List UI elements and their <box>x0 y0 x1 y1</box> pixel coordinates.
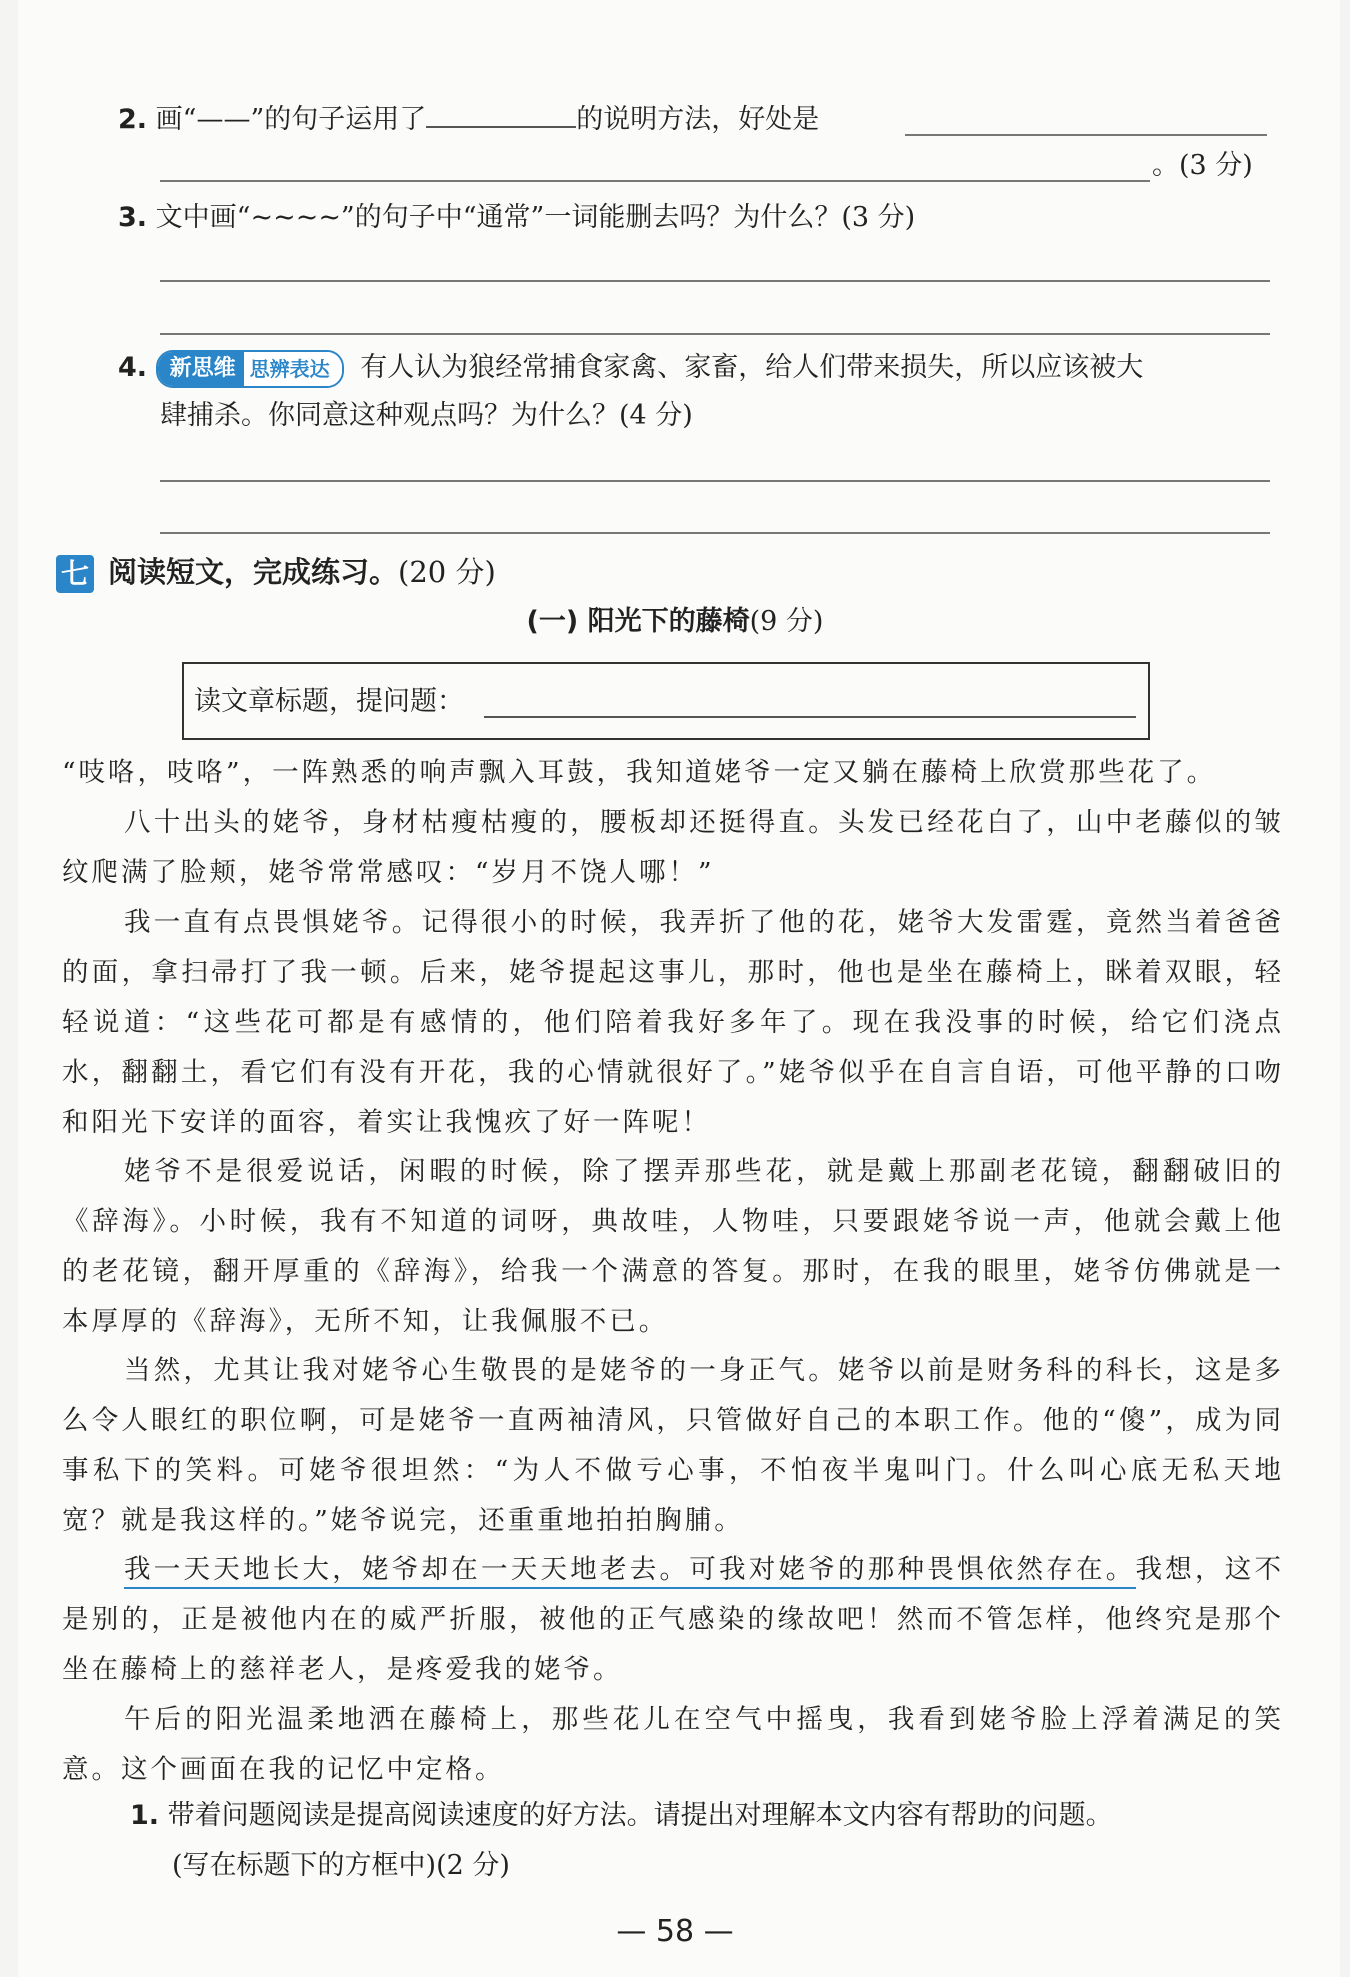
badge-label: 新思维 <box>158 352 244 386</box>
question-text: 文中画“~~~~”的句子中“通常”一词能删去吗？为什么？(3 分) <box>155 202 916 233</box>
passage-paragraph-4: 姥爷不是很爱说话，闲暇的时候，除了摆弄那些花，就是戴上那副老花镜，翻翻破旧的《辞海》。小时候，我有不知道的词呀，典故哇，人物哇，只要跟姥爷说一声，他就会戴上他的老花镜，翻开厚重的《辞海》，给我一个满意的答复。那时，在我的眼里，姥爷仿佛就是一本厚厚的《辞海》，无所不知，让我佩服不已。 <box>62 1156 1284 1337</box>
question-text: 画“——”的句子运用了 <box>155 104 427 135</box>
passage-paragraph-3: 我一直有点畏惧姥爷。记得很小的时候，我弄折了他的花，姥爷大发雷霆，竟然当着爸爸的面，拿扫帚打了我一顿。后来，姥爷提起这事儿，那时，他也是坐在藤椅上，眯着双眼，轻轻说道：“这些花可都是有感情的，他们陪着我好多年了。现在我没事的时候，给它们浇点水，翻翻土，看它们有没有开花，我的心情就很好了。”姥爷似乎在自言自语，可他平静的口吻和阳光下安详的面容，着实让我愧疚了好一阵呢！ <box>62 907 1284 1138</box>
passage-points: (9 分) <box>749 606 824 637</box>
question-4 <box>118 348 1143 388</box>
badge-sublabel: 思辨表达 <box>244 352 342 386</box>
question-box <box>182 662 1150 740</box>
box-label: 读文章标题，提问题： <box>194 686 464 717</box>
question-number: 4. <box>118 352 148 383</box>
passage-paragraph-1: “吱咯，吱咯”，一阵熟悉的响声飘入耳鼓，我知道姥爷一定又躺在藤椅上欣赏那些花了。 <box>62 757 1217 788</box>
passage-paragraph-7: 午后的阳光温柔地洒在藤椅上，那些花儿在空气中摇曳，我看到姥爷脸上浮着满足的笑意。这个画面在我的记忆中定格。 <box>62 1704 1284 1785</box>
question-number: 2. <box>118 104 148 135</box>
question-text: 肆捕杀。你同意这种观点吗？为什么？(4 分) <box>160 400 693 431</box>
section-number-icon: 七 <box>56 555 94 593</box>
passage-paragraph-2: 八十出头的姥爷，身材枯瘦枯瘦的，腰板却还挺得直。头发已经花白了，山中老藤似的皱纹爬满了脸颊，姥爷常常感叹：“岁月不饶人哪！” <box>62 807 1284 888</box>
passage-title <box>0 602 1350 642</box>
answer-blank[interactable] <box>426 98 576 128</box>
question-3 <box>118 198 915 238</box>
passage-paragraph-5: 当然，尤其让我对姥爷心生敬畏的是姥爷的一身正气。姥爷以前是财务科的科长，这是多么令人眼红的职位啊，可是姥爷一直两袖清风，只管做好自己的本职工作。他的“傻”，成为同事私下的笑料。可姥爷很坦然：“为人不做亏心事，不怕夜半鬼叫门。什么叫心底无私天地宽？就是我这样的。”姥爷说完，还重重地拍拍胸脯。 <box>62 1355 1284 1536</box>
question-1 <box>130 1796 1113 1836</box>
paragraph-text: 我想，这不是别的，正是被他内在的威严折服，被他的正气感染的缘故吧！然而不管怎样，他终究是那个坐在藤椅上的慈祥老人，是疼爱我的姥爷。 <box>62 1554 1284 1685</box>
page-number: — 58 — <box>616 1914 734 1949</box>
answer-line[interactable] <box>160 480 1270 482</box>
underlined-sentence: 我一天天地长大，姥爷却在一天天地老去。可我对姥爷的那种畏惧依然存在。 <box>124 1554 1136 1589</box>
question-text: 的说明方法，好处是 <box>576 104 820 135</box>
passage-title-text: (一) 阳光下的藤椅 <box>526 606 750 637</box>
passage-paragraph-6 <box>62 1545 1284 1695</box>
question-2 <box>118 98 819 140</box>
new-thinking-badge <box>156 350 344 388</box>
question-text: 带着问题阅读是提高阅读速度的好方法。请提出对理解本文内容有帮助的问题。 <box>167 1800 1113 1831</box>
answer-line[interactable] <box>160 333 1270 335</box>
question-text: (写在标题下的方框中)(2 分) <box>172 1850 510 1881</box>
answer-line[interactable] <box>160 180 1150 182</box>
score-label: 。(3 分) <box>1152 150 1253 181</box>
answer-line[interactable] <box>905 134 1267 136</box>
question-text: 有人认为狼经常捕食家禽、家畜，给人们带来损失，所以应该被大 <box>360 352 1144 383</box>
question-number: 1. <box>130 1800 160 1831</box>
question-number: 3. <box>118 202 148 233</box>
answer-line[interactable] <box>160 532 1270 534</box>
answer-line[interactable] <box>160 280 1270 282</box>
section-points: (20 分) <box>398 555 496 589</box>
box-answer-line[interactable] <box>484 716 1136 718</box>
section-title-text: 阅读短文，完成练习。 <box>108 555 399 589</box>
section-title <box>108 550 496 594</box>
